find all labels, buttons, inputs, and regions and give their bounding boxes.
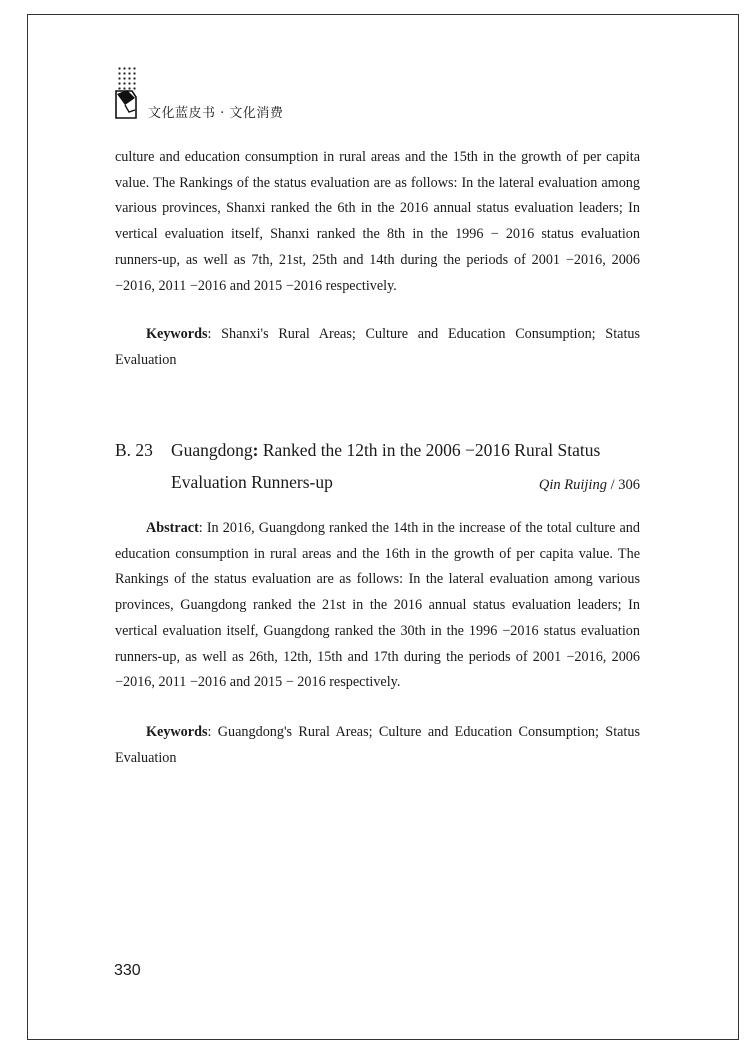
section-title-line1 — [171, 435, 640, 465]
page-number: 330 — [114, 962, 141, 979]
abstract-label: Abstract — [146, 520, 199, 536]
keywords-separator-2: : — [207, 724, 218, 740]
keywords-text: Shanxi's Rural Areas; Culture and Education Consumption; Status Evaluation — [115, 326, 640, 368]
running-header — [115, 66, 415, 128]
title-rest: Ranked the 12th in the 2006 −2016 Rural Status — [258, 440, 601, 460]
book-logo-icon — [113, 88, 139, 120]
keywords-separator: : — [207, 326, 222, 342]
title-province: Guangdong — [171, 440, 253, 460]
keywords-paragraph-2 — [115, 720, 640, 771]
keywords-text-2: Guangdong's Rural Areas; Culture and Education Consumption; Status Evaluation — [115, 724, 640, 766]
author-credit — [539, 470, 640, 500]
keywords-label-2: Keywords — [146, 724, 208, 740]
abstract-text: In 2016, Guangdong ranked the 14th in the increase of the total culture and education consumption in rural areas and the 16th in the growth of per capita value. The Rankings of the status evaluation are as follows: In the lateral evaluation among various provinces, Guangdong ranked the 21st in the 2016 annual status evaluation leaders; In vertical evaluation itself, Guangdong ranked the 30th in the 1996 −2016 status evaluation runners-up, as well as 26th, 12th, 15th and 17th during the periods of 2001 −2016, 2006 −2016, 2011 −2016 and 2015 − 2016 respectively. — [115, 520, 640, 691]
keywords-label: Keywords — [146, 326, 208, 342]
page-reference: / 306 — [606, 477, 640, 493]
series-title: 文化蓝皮书 · 文化消费 — [148, 106, 284, 121]
title-colon: : — [252, 440, 259, 460]
continuation-paragraph: culture and education consumption in rural areas and the 15th in the growth of per capita value. The Rankings of the status evaluation are as follows: In the lateral evaluation among various provinces, Shanxi ranked the 6th in the 2016 annual status evaluation leaders; In vertical evaluation itself, Shanxi ranked the 8th in the 1996 − 2016 status evaluation runners-up, as well as 7th, 21st, 25th and 14th during the periods of 2001 −2016, 2006 −2016, 2011 −2016 and 2015 −2016 respectively. — [115, 149, 640, 294]
keywords-paragraph — [115, 322, 640, 373]
section-number: B. 23 — [115, 440, 153, 460]
abstract-paragraph — [115, 516, 640, 696]
author-name: Qin Ruijing — [538, 477, 607, 493]
section-title-line2: Evaluation Runners-up — [171, 472, 333, 492]
abstract-separator: : — [198, 520, 207, 536]
